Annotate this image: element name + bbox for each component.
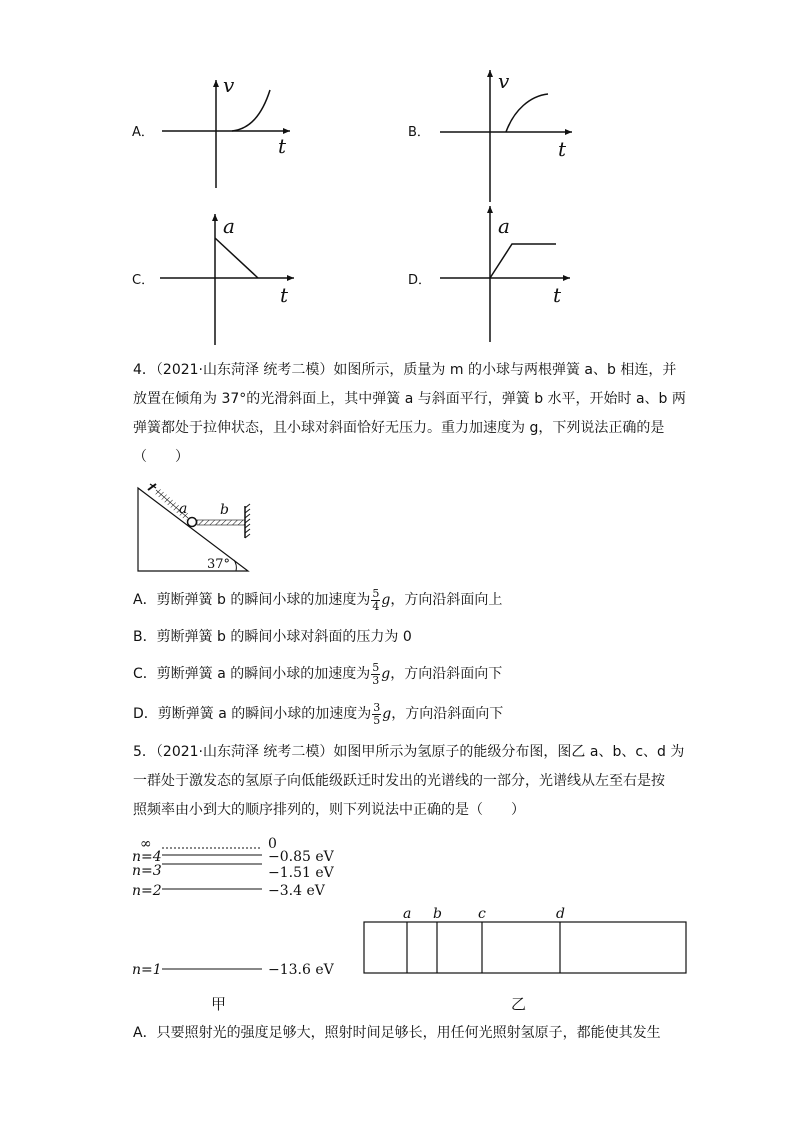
graph-d-line <box>490 244 556 278</box>
graph-a-letter: A． <box>132 125 154 140</box>
spectrum-box <box>364 922 686 973</box>
level-4-n: n=4 <box>132 849 162 865</box>
graph-b-curve <box>506 94 548 132</box>
graph-a-curve <box>232 90 270 131</box>
graph-a-ylabel: v <box>223 73 235 97</box>
graph-a <box>132 73 290 188</box>
incline-triangle <box>138 488 248 571</box>
graph-b <box>408 69 572 202</box>
level-3-energy: −1.51 eV <box>268 865 334 881</box>
q5-figure <box>120 832 700 1022</box>
energy-level-diagram <box>132 836 335 1013</box>
spectral-label-c: c <box>478 906 486 922</box>
label-spring-b: b <box>220 502 229 518</box>
graph-b-letter: B． <box>408 125 430 140</box>
graph-c-ylabel: a <box>223 214 235 238</box>
caption-yi: 乙 <box>511 995 527 1013</box>
q4-option-a[interactable]: A．剪断弹簧 b 的瞬间小球的加速度为 $\frac{5}{4}$ g，方向沿斜面向上 <box>133 586 503 613</box>
graph-c-line <box>215 238 258 278</box>
q4-stem-line3: 弹簧都处于拉伸状态，且小球对斜面恰好无压力。重力加速度为 g，下列说法正确的是 <box>133 420 665 436</box>
q4-stem-line2: 放置在倾角为 37°的光滑斜面上，其中弹簧 a 与斜面平行，弹簧 b 水平，开始时 a、b 两 <box>133 391 686 407</box>
graph-b-xlabel: t <box>558 137 567 161</box>
graph-d-letter: D． <box>408 273 432 288</box>
q4-option-c[interactable]: C．剪断弹簧 a 的瞬间小球的加速度为 $\frac{5}{3}$ g，方向沿斜面向下 <box>133 660 503 687</box>
level-inf-n: ∞ <box>140 836 152 852</box>
spring-b <box>197 520 245 525</box>
level-4-energy: −0.85 eV <box>268 849 334 865</box>
fraction: $\frac{3}{5}$ <box>373 700 381 727</box>
q4-incline-figure <box>130 480 270 580</box>
graph-d <box>408 206 570 342</box>
level-1-n: n=1 <box>132 962 162 978</box>
graph-c-letter: C． <box>132 273 155 288</box>
answer-graphs <box>0 60 794 350</box>
label-spring-a: a <box>179 501 188 517</box>
q5-stem-line2: 一群处于激发态的氢原子向低能级跃迁时发出的光谱线的一部分，光谱线从左至右是按 <box>133 773 665 789</box>
level-2-energy: −3.4 eV <box>268 883 325 899</box>
q5-option-a[interactable]: A．只要照射光的强度足够大，照射时间足够长，用任何光照射氢原子，都能使其发生 <box>133 1025 661 1041</box>
fraction: $\frac{5}{3}$ <box>372 660 380 687</box>
q4-option-b[interactable]: B．剪断弹簧 b 的瞬间小球对斜面的压力为 0 <box>133 629 412 645</box>
level-2-n: n=2 <box>132 883 162 899</box>
graph-a-xlabel: t <box>278 134 287 158</box>
spectral-label-d: d <box>556 906 565 922</box>
graph-c <box>132 214 294 345</box>
level-1-energy: −13.6 eV <box>268 962 334 978</box>
q4-option-d[interactable]: D．剪断弹簧 a 的瞬间小球的加速度为 $\frac{3}{5}$ g，方向沿斜面向下 <box>133 700 504 727</box>
level-inf-energy: 0 <box>268 836 277 852</box>
caption-jia: 甲 <box>211 995 227 1013</box>
graph-c-xlabel: t <box>280 283 289 307</box>
spectral-label-b: b <box>433 906 442 922</box>
q4-answer-blank: （ ） <box>133 449 189 465</box>
q5-stem-line1: 5．（2021·山东菏泽 统考二模）如图甲所示为氢原子的能级分布图，图乙 a、b、c、d 为 <box>133 744 685 760</box>
fraction: $\frac{5}{4}$ <box>372 586 380 613</box>
graph-d-ylabel: a <box>498 214 510 238</box>
spectral-label-a: a <box>403 906 412 922</box>
graph-b-ylabel: v <box>498 69 510 93</box>
q5-stem-line3: 照频率由小到大的顺序排列的，则下列说法中正确的是（ ） <box>133 802 525 818</box>
graph-d-xlabel: t <box>553 283 562 307</box>
angle-label: 37° <box>207 557 231 572</box>
ball <box>188 518 197 527</box>
level-3-n: n=3 <box>132 863 162 879</box>
q4-stem-line1: 4．（2021·山东菏泽 统考二模）如图所示，质量为 m 的小球与两根弹簧 a、b 相连，并 <box>133 362 677 378</box>
spectrum-diagram <box>364 906 686 1013</box>
